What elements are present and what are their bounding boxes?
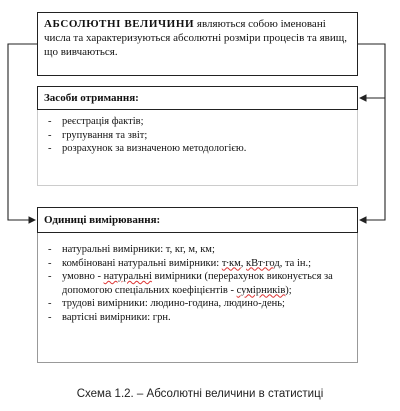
list-item: - комбіновані натуральні вимірники: т∙км, кВт∙год, та ін.; <box>44 257 351 271</box>
left-connector <box>8 44 37 220</box>
list-item: - реєстрація фактів; <box>44 115 351 129</box>
diagram-caption: Схема 1.2. – Абсолютні величини в статистиці <box>76 388 324 400</box>
means-list <box>44 115 351 156</box>
means-title-box <box>37 86 358 110</box>
units-list <box>44 243 351 324</box>
list-item: - умовно - натуральні вимірники (перерахунок виконується за допомогою спеціальних коефіцієнтів - сумірників); <box>44 270 351 297</box>
units-list-box <box>37 233 358 363</box>
units-title-box <box>37 207 358 233</box>
list-item: - вартісні вимірники: грн. <box>44 311 351 325</box>
definition-box <box>37 12 358 76</box>
definition-lead: АБСОЛЮТНІ ВЕЛИЧИНИ <box>44 18 195 30</box>
list-item: - натуральні вимірники: т, кг, м, км; <box>44 243 351 257</box>
means-title: Засоби отримання: <box>44 92 139 104</box>
right-connector-units <box>358 44 385 220</box>
units-title: Одиниці вимірювання: <box>44 214 161 226</box>
definition-text: являються собою іменовані числа та характеризуються абсолютні розміри процесів та явищ, що вивчаються. <box>44 18 347 58</box>
list-item: - трудові вимірники: людино-година, людино-день; <box>44 297 351 311</box>
means-list-box <box>37 110 358 186</box>
list-item: - групування та звіт; <box>44 129 351 143</box>
list-item: - розрахунок за визначеною методологією. <box>44 142 351 156</box>
